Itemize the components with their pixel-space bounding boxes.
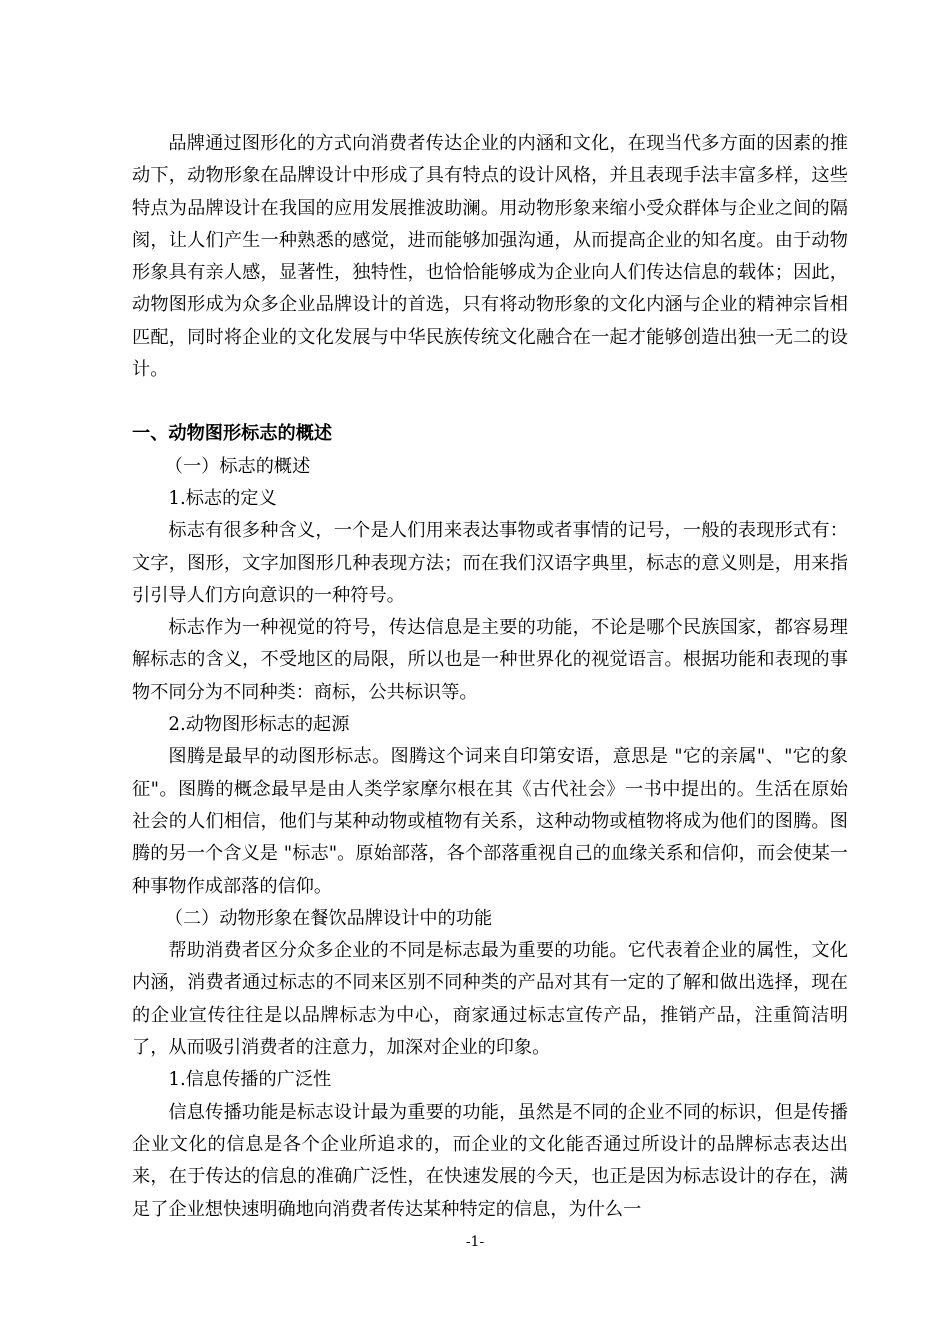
item-heading: 1.标志的定义 <box>168 487 277 509</box>
body-paragraph: 标志有很多种含义，一个是人们用来表达事物或者事情的记号，一般的表现形式有：文字，图形，文字加图形几种表现方法；而在我们汉语字典里，标志的意义则是，用来指引引导人们方向意识的一种符号。 <box>132 520 848 606</box>
page-body <box>132 128 848 1226</box>
body-paragraph: 信息传播功能是标志设计最为重要的功能，虽然是不同的企业不同的标识，但是传播企业文化的信息是各个企业所追求的，而企业的文化能否通过所设计的品牌标志表达出来，在于传达的信息的准确广泛性，在快速发展的今天，也正是因为标志设计的存在，满足了企业想快速明确地向消费者传达某种特定的信息，为什么一 <box>132 1101 848 1220</box>
body-paragraph: 图腾是最早的动图形标志。图腾这个词来自印第安语，意思是 "它的亲属"、"它的象征"。图腾的概念最早是由人类学家摩尔根在其《古代社会》一书中提出的。生活在原始社会的人们相信，他们与某种动物或植物有关系，这种动物或植物将成为他们的图腾。图腾的另一个含义是 "标志"。原始部落，各个部落重视自己的血缘关系和信仰，而会使某一种事物作成部落的信仰。 <box>132 746 848 897</box>
subsection-heading: （二）动物形象在餐饮品牌设计中的功能 <box>164 907 493 929</box>
item-heading: 1.信息传播的广泛性 <box>168 1069 332 1091</box>
item-heading: 2.动物图形标志的起源 <box>168 714 350 736</box>
section-heading: 一、动物图形标志的概述 <box>132 423 333 445</box>
body-paragraph: 帮助消费者区分众多企业的不同是标志最为重要的功能。它代表着企业的属性，文化内涵，消费者通过标志的不同来区别不同种类的产品对其有一定的了解和做出选择，现在的企业宣传往往是以品牌标志为中心，商家通过标志宣传产品，推销产品，注重简洁明了，从而吸引消费者的注意力，加深对企业的印象。 <box>132 940 848 1059</box>
body-paragraph: 标志作为一种视觉的符号，传达信息是主要的功能，不论是哪个民族国家，都容易理解标志的含义，不受地区的局限，所以也是一种世界化的视觉语言。根据功能和表现的事物不同分为不同种类：商标，公共标识等。 <box>132 617 848 703</box>
page-number: -1- <box>465 1234 485 1250</box>
intro-paragraph: 品牌通过图形化的方式向消费者传达企业的内涵和文化，在现当代多方面的因素的推动下，动物形象在品牌设计中形成了具有特点的设计风格，并且表现手法丰富多样，这些特点为品牌设计在我国的应用发展推波助澜。用动物形象来缩小受众群体与企业之间的隔阂，让人们产生一种熟悉的感觉，进而能够加强沟通，从而提高企业的知名度。由于动物形象具有亲人感，显著性，独特性，也恰恰能够成为企业向人们传达信息的载体；因此，动物图形成为众多企业品牌设计的首选，只有将动物形象的文化内涵与企业的精神宗旨相匹配，同时将企业的文化发展与中华民族传统文化融合在一起才能够创造出独一无二的设计。 <box>132 133 848 381</box>
subsection-heading: （一）标志的概述 <box>164 455 311 477</box>
